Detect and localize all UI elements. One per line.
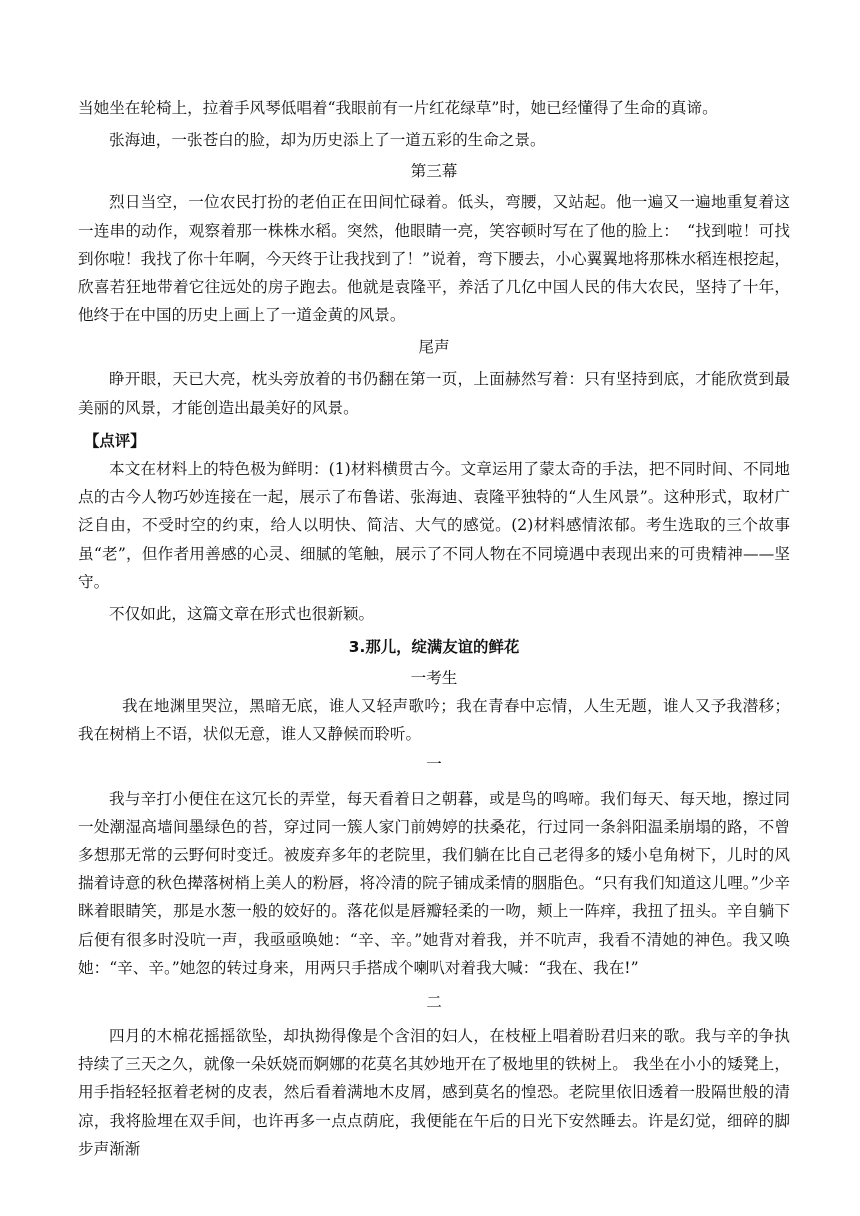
document-page	[78, 94, 790, 1163]
review-label: 【点评】	[84, 431, 146, 450]
paragraph: 烈日当空，一位农民打扮的老伯正在田间忙碌着。低头，弯腰，又站起。他一遍又一遍地重复着这一连串的动作，观察着那一株株水稻。突然，他眼睛一亮，笑容顿时写在了他的脸上： “找到啦！可找到你啦！我找了你十年啊，今天终于让我找到了！”说着，弯下腰去，小心翼翼地将那株水稻连根挖起，欣喜若狂地带着它往远处的房子跑去。他就是袁隆平，养活了几亿中国人民的伟大农民，坚持了十年，他终于在中国的历史上画上了一道金黄的风景。	[78, 193, 790, 325]
section-heading: 二	[426, 993, 442, 1012]
paragraph: 我与辛打小便住在这冗长的弄堂，每天看着日之朝暮，或是鸟的鸣啼。我们每天、每天地，擦过同一处潮湿高墙间墨绿色的苔，穿过同一簇人家门前娉婷的扶桑花，行过同一条斜阳温柔崩塌的路，不曾多想那无常的云野何时变迁。被废弃多年的老院里，我们躺在比自己老得多的矮小皂角树下，儿时的风揣着诗意的秋色撵落树梢上美人的粉唇，将冷清的院子铺成柔情的胭脂色。“只有我们知道这儿哩。”少辛眯着眼睛笑，那是水葱一般的姣好的。落花似是唇瓣轻柔的一吻，颊上一阵痒，我扭了扭头。辛自躺下后便有很多时没吭一声，我亟亟唤她：“辛、辛。”她背对着我，并不吭声，我看不清她的神色。我又唤她：“辛、辛。”她忽的转过身来，用两只手搭成个喇叭对着我大喊：“我在、我在!”	[78, 789, 790, 977]
paragraph: 不仅如此，这篇文章在形式也很新颖。	[109, 605, 375, 624]
section-heading: 一	[426, 754, 442, 773]
article-title: 3.那儿，绽满友谊的鲜花	[348, 638, 520, 657]
article-author: 一考生	[410, 669, 458, 688]
paragraph: 我在地渊里哭泣，黑暗无底，谁人又轻声歌吟；我在青春中忘情，人生无题，谁人又予我潜移；我在树梢上不语，状似无意，谁人又静候而聆听。	[78, 697, 790, 744]
paragraph: 张海迪，一张苍白的脸，却为历史添上了一道五彩的生命之景。	[109, 131, 546, 150]
paragraph: 本文在材料上的特色极为鲜明：(1)材料横贯古今。文章运用了蒙太奇的手法，把不同时间、不同地点的古今人物巧妙连接在一起，展示了布鲁诺、张海迪、袁隆平独特的“人生风景”。这种形式，取材广泛自由，不受时空的约束，给人以明快、简洁、大气的感觉。(2)材料感情浓郁。考生选取的三个故事虽“老”，但作者用善感的心灵、细腻的笔触，展示了不同人物在不同境遇中表现出来的可贵精神——坚守。	[78, 460, 790, 591]
paragraph: 睁开眼，天已大亮，枕头旁放着的书仍翻在第一页，上面赫然写着：只有坚持到底，才能欣赏到最美丽的风景，才能创造出最美好的风景。	[78, 370, 790, 417]
section-heading: 第三幕	[410, 162, 458, 181]
paragraph: 当她坐在轮椅上，拉着手风琴低唱着“我眼前有一片红花绿草”时，她已经懂得了生命的真谛。	[78, 99, 718, 117]
section-heading: 尾声	[418, 338, 450, 357]
paragraph: 四月的木棉花摇摇欲坠，却执拗得像是个含泪的妇人，在枝桠上唱着盼君归来的歌。我与辛的争执持续了三天之久，就像一朵妖娆而婀娜的花莫名其妙地开在了极地里的铁树上。 我坐在小小的矮凳上，用手指轻轻抠着老树的皮表，然后看着满地木皮屑，感到莫名的惶恐。老院里依旧透着一股隔世般的清凉，我将脸埋在双手间，也许再多一点点荫庇，我便能在午后的日光下安然睡去。许是幻觉，细碎的脚步声渐渐	[78, 1027, 790, 1158]
